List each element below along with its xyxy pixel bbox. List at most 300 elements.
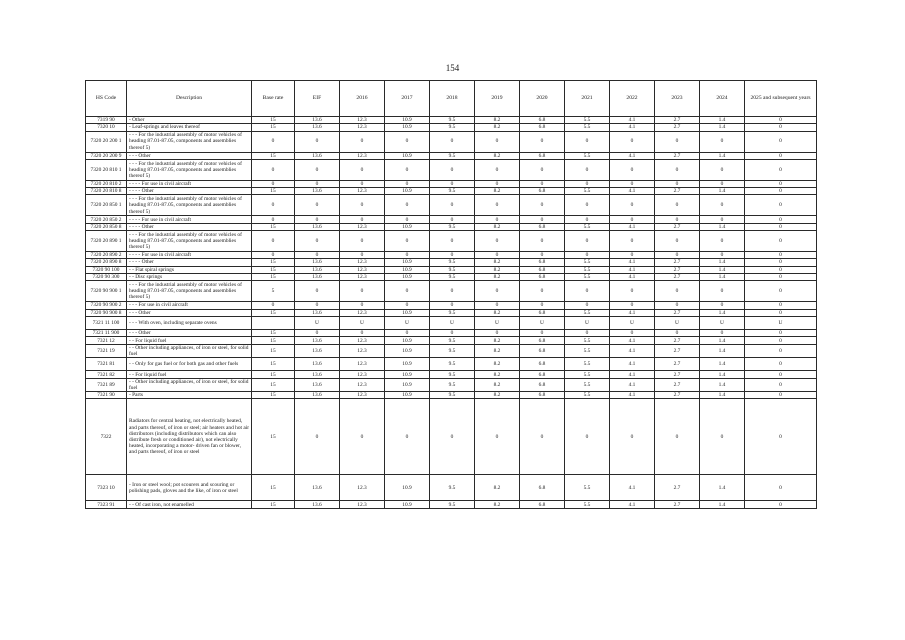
rate-cell: 8.2	[475, 378, 520, 391]
column-header: Base rate	[252, 81, 295, 117]
rate-cell: 0	[610, 195, 655, 216]
table-row	[86, 152, 817, 159]
hs-code-cell: 7320 20 890 2	[86, 252, 127, 259]
table-row	[86, 216, 817, 223]
rate-cell: 0	[340, 399, 385, 475]
rate-cell: 13.6	[295, 337, 340, 344]
hs-code-cell: 7320 90 300	[86, 273, 127, 280]
rate-cell: 0	[520, 281, 565, 302]
rate-cell: 9.5	[430, 273, 475, 280]
rate-cell: 0	[745, 117, 817, 124]
rate-cell: 0	[475, 399, 520, 475]
rate-cell: 4.1	[610, 309, 655, 316]
rate-cell: 0	[520, 195, 565, 216]
rate-cell: 0	[610, 180, 655, 187]
rate-cell: 0	[385, 302, 430, 309]
table-row	[86, 223, 817, 230]
rate-cell: 6.8	[520, 337, 565, 344]
column-header: 2024	[700, 81, 745, 117]
rate-cell: 12.3	[340, 259, 385, 266]
rate-cell: 13.6	[295, 273, 340, 280]
rate-cell: 2.7	[655, 188, 700, 195]
hs-code-cell: 7320 20 850 8	[86, 223, 127, 230]
rate-cell: 12.3	[340, 309, 385, 316]
rate-cell: 0	[700, 231, 745, 252]
rate-cell: 9.5	[430, 266, 475, 273]
rate-cell: 10.9	[385, 344, 430, 357]
table-row	[86, 252, 817, 259]
rate-cell: 10.9	[385, 371, 430, 378]
description-cell: - - For liquid fuel	[127, 337, 252, 344]
rate-cell: 4.1	[610, 392, 655, 399]
rate-cell: 0	[565, 180, 610, 187]
description-cell: - - - For the industrial assembly of motor vehicles of heading 87.01-87.05, components and assemblies thereof 5)	[127, 195, 252, 216]
rate-cell: 0	[475, 302, 520, 309]
rate-cell: 0	[520, 180, 565, 187]
rate-cell: 4.1	[610, 223, 655, 230]
rate-cell: 5.5	[565, 273, 610, 280]
rate-cell: 8.2	[475, 223, 520, 230]
page-number: 154	[445, 63, 460, 73]
rate-cell: 9.5	[430, 223, 475, 230]
rate-cell: 0	[700, 216, 745, 223]
rate-cell: 9.5	[430, 259, 475, 266]
rate-cell: 9.5	[430, 309, 475, 316]
rate-cell: U	[430, 316, 475, 329]
rate-cell: 10.9	[385, 475, 430, 501]
rate-cell: 6.8	[520, 124, 565, 131]
rate-cell: U	[655, 316, 700, 329]
rate-cell: 12.3	[340, 501, 385, 508]
description-cell: - - - - For use in civil aircraft	[127, 216, 252, 223]
rate-cell: 15	[252, 266, 295, 273]
rate-cell: 0	[610, 302, 655, 309]
rate-cell: 0	[745, 309, 817, 316]
rate-cell: 6.8	[520, 501, 565, 508]
rate-cell: 0	[430, 180, 475, 187]
rate-cell: 8.2	[475, 371, 520, 378]
rate-cell: 12.3	[340, 273, 385, 280]
rate-cell: 0	[745, 223, 817, 230]
rate-cell: 12.3	[340, 475, 385, 501]
rate-cell: 8.2	[475, 117, 520, 124]
description-cell: - - - For use in civil aircraft	[127, 302, 252, 309]
description-cell: - - - For the industrial assembly of motor vehicles of heading 87.01-87.05, components and assemblies thereof 5)	[127, 159, 252, 180]
rate-cell: 0	[565, 216, 610, 223]
column-header: HS Code	[86, 81, 127, 117]
rate-cell: 4.1	[610, 152, 655, 159]
rate-cell: 0	[385, 281, 430, 302]
rate-cell: 4.1	[610, 259, 655, 266]
rate-cell: 0	[430, 399, 475, 475]
rate-cell: 0	[340, 216, 385, 223]
rate-cell: U	[385, 316, 430, 329]
rate-cell: 0	[610, 252, 655, 259]
rate-cell: 0	[252, 180, 295, 187]
rate-cell: 5.5	[565, 259, 610, 266]
column-header: Description	[127, 81, 252, 117]
rate-cell: 0	[745, 252, 817, 259]
rate-cell: 0	[475, 180, 520, 187]
rate-cell: 0	[745, 188, 817, 195]
description-cell: - - - Other	[127, 152, 252, 159]
rate-cell: 1.4	[700, 259, 745, 266]
rate-cell: 13.6	[295, 309, 340, 316]
rate-cell: 0	[745, 266, 817, 273]
rate-cell: 0	[520, 216, 565, 223]
rate-cell: 2.7	[655, 223, 700, 230]
rate-cell: 13.6	[295, 223, 340, 230]
column-header: 2017	[385, 81, 430, 117]
rate-cell: 5.5	[565, 501, 610, 508]
rate-cell: 8.2	[475, 188, 520, 195]
rate-cell: 0	[610, 131, 655, 152]
rate-cell: 15	[252, 223, 295, 230]
column-header: 2022	[610, 81, 655, 117]
description-cell: - - - - Other	[127, 188, 252, 195]
hs-code-cell: 7323 10	[86, 475, 127, 501]
description-cell: - - - With oven, including separate ovens	[127, 316, 252, 329]
rate-cell: 1.4	[700, 188, 745, 195]
rate-cell: 15	[252, 259, 295, 266]
rate-cell: 0	[385, 399, 430, 475]
table-row	[86, 259, 817, 266]
rate-cell: 0	[655, 180, 700, 187]
rate-cell: 2.7	[655, 309, 700, 316]
rate-cell: 0	[655, 281, 700, 302]
rate-cell: 13.6	[295, 124, 340, 131]
rate-cell: 0	[655, 302, 700, 309]
rate-cell: 0	[520, 159, 565, 180]
rate-cell: 6.8	[520, 223, 565, 230]
rate-cell: 0	[252, 231, 295, 252]
hs-code-cell: 7321 82	[86, 371, 127, 378]
description-cell: - - Only for gas fuel or for both gas and other fuels	[127, 358, 252, 371]
rate-cell: 0	[295, 159, 340, 180]
description-cell: - Iron or steel wool; pot scourers and scouring or polishing pads, gloves and the like, of iron or steel	[127, 475, 252, 501]
table-row	[86, 159, 817, 180]
rate-cell: 9.5	[430, 378, 475, 391]
rate-cell: 0	[700, 195, 745, 216]
rate-cell: 0	[252, 302, 295, 309]
rate-cell: 0	[745, 195, 817, 216]
rate-cell: 8.2	[475, 152, 520, 159]
rate-cell: 6.8	[520, 273, 565, 280]
rate-cell: 0	[520, 252, 565, 259]
rate-cell: 4.1	[610, 273, 655, 280]
rate-cell: 0	[565, 159, 610, 180]
rate-cell: 1.4	[700, 371, 745, 378]
rate-cell: 12.3	[340, 371, 385, 378]
rate-cell: 0	[385, 159, 430, 180]
rate-cell: 1.4	[700, 309, 745, 316]
rate-cell: 0	[295, 216, 340, 223]
table-row	[86, 231, 817, 252]
rate-cell: 1.4	[700, 358, 745, 371]
hs-code-cell: 7321 81	[86, 358, 127, 371]
table-row	[86, 124, 817, 131]
rate-cell: 0	[655, 231, 700, 252]
rate-cell: 5	[252, 281, 295, 302]
rate-cell: 0	[295, 131, 340, 152]
rate-cell: 9.5	[430, 371, 475, 378]
rate-cell: 6.8	[520, 309, 565, 316]
rate-cell: 1.4	[700, 124, 745, 131]
rate-cell	[252, 316, 295, 329]
rate-cell: 6.8	[520, 371, 565, 378]
hs-code-cell: 7321 11 100	[86, 316, 127, 329]
rate-cell: 0	[700, 180, 745, 187]
rate-cell: 0	[745, 475, 817, 501]
rate-cell: 0	[520, 231, 565, 252]
rate-cell: 9.5	[430, 344, 475, 357]
table-row	[86, 188, 817, 195]
rate-cell: 0	[475, 159, 520, 180]
rate-cell: 13.6	[295, 344, 340, 357]
rate-cell: 0	[520, 399, 565, 475]
rate-cell: 9.5	[430, 124, 475, 131]
rate-cell: 5.5	[565, 378, 610, 391]
rate-cell: 15	[252, 475, 295, 501]
description-cell: Radiators for central heating, not electrically heated, and parts thereof, of iron or steel; air heaters and hot air distributors (including distributors which can also distribute fresh or conditioned air), not electrically heated, incorporating a motor- driven fan or blower, and parts thereof, of iron or steel	[127, 399, 252, 475]
column-header: 2025 and subsequent years	[745, 81, 817, 117]
description-cell: - - Flat spiral springs	[127, 266, 252, 273]
rate-cell: 0	[655, 131, 700, 152]
rate-cell: 4.1	[610, 501, 655, 508]
rate-cell: 6.8	[520, 117, 565, 124]
rate-cell: 2.7	[655, 378, 700, 391]
rate-cell: U	[340, 316, 385, 329]
rate-cell: 15	[252, 337, 295, 344]
rate-cell: 1.4	[700, 337, 745, 344]
rate-cell: U	[745, 316, 817, 329]
rate-cell: 0	[655, 159, 700, 180]
rate-cell: 10.9	[385, 273, 430, 280]
rate-cell: 0	[295, 281, 340, 302]
rate-cell: 0	[475, 231, 520, 252]
rate-cell: 5.5	[565, 188, 610, 195]
table-row	[86, 131, 817, 152]
rate-cell: 5.5	[565, 358, 610, 371]
table-row	[86, 475, 817, 501]
rate-cell: 6.8	[520, 152, 565, 159]
table-row	[86, 392, 817, 399]
rate-cell: 13.6	[295, 501, 340, 508]
rate-cell: 0	[475, 131, 520, 152]
rate-cell: 2.7	[655, 392, 700, 399]
description-cell: - Leaf-springs and leaves thereof	[127, 124, 252, 131]
table-row	[86, 399, 817, 475]
rate-cell: 0	[340, 302, 385, 309]
rate-cell: 8.2	[475, 259, 520, 266]
rate-cell: 0	[430, 231, 475, 252]
description-cell: - Parts	[127, 392, 252, 399]
rate-cell: 0	[252, 252, 295, 259]
hs-code-cell: 7323 91	[86, 501, 127, 508]
description-cell: - - Disc springs	[127, 273, 252, 280]
hs-code-cell: 7320 90 900 8	[86, 309, 127, 316]
description-cell: - Other	[127, 117, 252, 124]
rate-cell: 0	[520, 131, 565, 152]
rate-cell: 15	[252, 188, 295, 195]
description-cell: - - - - For use in civil aircraft	[127, 252, 252, 259]
rate-cell: 12.3	[340, 152, 385, 159]
rate-cell: 5.5	[565, 371, 610, 378]
rate-cell: 0	[295, 180, 340, 187]
rate-cell: 0	[252, 216, 295, 223]
rate-cell: 0	[252, 159, 295, 180]
column-header: 2019	[475, 81, 520, 117]
rate-cell: U	[295, 316, 340, 329]
description-cell: - - - For the industrial assembly of motor vehicles of heading 87.01-87.05, components and assemblies thereof 5)	[127, 131, 252, 152]
rate-cell: 15	[252, 501, 295, 508]
rate-cell: 13.6	[295, 475, 340, 501]
rate-cell: 0	[655, 252, 700, 259]
description-cell: - - - - Other	[127, 223, 252, 230]
rate-cell: 0	[745, 281, 817, 302]
rate-cell: 1.4	[700, 152, 745, 159]
hs-code-cell: 7320 20 200 1	[86, 131, 127, 152]
rate-cell: 5.5	[565, 223, 610, 230]
rate-cell: 8.2	[475, 124, 520, 131]
hs-code-cell: 7319 90	[86, 117, 127, 124]
rate-cell: 0	[385, 231, 430, 252]
rate-cell: 5.5	[565, 152, 610, 159]
rate-cell: 13.6	[295, 117, 340, 124]
table-row	[86, 302, 817, 309]
rate-cell: 0	[520, 302, 565, 309]
rate-cell: 5.5	[565, 392, 610, 399]
rate-cell: 1.4	[700, 117, 745, 124]
hs-code-cell: 7322	[86, 399, 127, 475]
rate-cell: 0	[745, 124, 817, 131]
rate-cell: 0	[745, 259, 817, 266]
rate-cell: 0	[520, 330, 565, 337]
description-cell: - - - For the industrial assembly of motor vehicles of heading 87.01-87.05, components and assemblies thereof 5)	[127, 231, 252, 252]
table-row	[86, 330, 817, 337]
rate-cell: U	[610, 316, 655, 329]
rate-cell: 6.8	[520, 259, 565, 266]
rate-cell: 15	[252, 330, 295, 337]
rate-cell: 0	[700, 302, 745, 309]
rate-cell: 2.7	[655, 358, 700, 371]
hs-code-cell: 7320 20 890 8	[86, 259, 127, 266]
rate-cell: 12.3	[340, 344, 385, 357]
rate-cell: 0	[745, 371, 817, 378]
rate-cell: 1.4	[700, 344, 745, 357]
rate-cell: 15	[252, 358, 295, 371]
rate-cell: 0	[610, 399, 655, 475]
rate-cell: 0	[340, 131, 385, 152]
rate-cell: 4.1	[610, 188, 655, 195]
rate-cell: 0	[700, 330, 745, 337]
rate-cell: 6.8	[520, 378, 565, 391]
rate-cell: 9.5	[430, 152, 475, 159]
rate-cell: 0	[745, 216, 817, 223]
rate-cell: 8.2	[475, 475, 520, 501]
rate-cell: 12.3	[340, 223, 385, 230]
rate-cell: 15	[252, 273, 295, 280]
hs-code-cell: 7321 90	[86, 392, 127, 399]
rate-cell: 0	[745, 273, 817, 280]
rate-cell: 8.2	[475, 337, 520, 344]
rate-cell: 0	[475, 195, 520, 216]
rate-cell: 0	[610, 281, 655, 302]
rate-cell: 5.5	[565, 124, 610, 131]
rate-cell: 2.7	[655, 117, 700, 124]
column-header: 2021	[565, 81, 610, 117]
rate-cell: 10.9	[385, 392, 430, 399]
rate-cell: 10.9	[385, 337, 430, 344]
rate-cell: 0	[745, 358, 817, 371]
table-row	[86, 309, 817, 316]
rate-cell: 5.5	[565, 117, 610, 124]
rate-cell: 0	[430, 330, 475, 337]
rate-cell: 0	[340, 252, 385, 259]
rate-cell: 0	[655, 195, 700, 216]
rate-cell: 2.7	[655, 152, 700, 159]
description-cell: - - - Other	[127, 330, 252, 337]
rate-cell: 0	[565, 131, 610, 152]
rate-cell: 15	[252, 378, 295, 391]
rate-cell: 10.9	[385, 152, 430, 159]
rate-cell: 10.9	[385, 259, 430, 266]
rate-cell: 0	[430, 302, 475, 309]
rate-cell: 0	[475, 252, 520, 259]
rate-cell: 0	[295, 330, 340, 337]
rate-cell: 0	[475, 216, 520, 223]
hs-code-cell: 7320 90 100	[86, 266, 127, 273]
rate-cell: 0	[745, 131, 817, 152]
rate-cell: 0	[340, 195, 385, 216]
table-row	[86, 273, 817, 280]
rate-cell: 12.3	[340, 358, 385, 371]
rate-cell: 0	[700, 131, 745, 152]
hs-code-cell: 7321 12	[86, 337, 127, 344]
rate-cell: 0	[385, 131, 430, 152]
rate-cell: 15	[252, 371, 295, 378]
rate-cell: 8.2	[475, 309, 520, 316]
rate-cell: U	[475, 316, 520, 329]
rate-cell: 0	[610, 216, 655, 223]
rate-cell: 0	[745, 302, 817, 309]
rate-cell: 0	[745, 159, 817, 180]
rate-cell: 0	[610, 159, 655, 180]
rate-cell: 12.3	[340, 392, 385, 399]
column-header: EIF	[295, 81, 340, 117]
rate-cell: 6.8	[520, 344, 565, 357]
rate-cell: 10.9	[385, 117, 430, 124]
rate-cell: 0	[295, 399, 340, 475]
rate-cell: 9.5	[430, 501, 475, 508]
rate-cell: 10.9	[385, 188, 430, 195]
rate-cell: 6.8	[520, 266, 565, 273]
rate-cell: 0	[745, 231, 817, 252]
description-cell: - - - - For use in civil aircraft	[127, 180, 252, 187]
rate-cell: 9.5	[430, 117, 475, 124]
rate-cell: 13.6	[295, 378, 340, 391]
rate-cell: 0	[745, 392, 817, 399]
rate-cell: 0	[340, 159, 385, 180]
column-header: 2016	[340, 81, 385, 117]
rate-cell: 0	[475, 330, 520, 337]
rate-cell: 0	[745, 180, 817, 187]
rate-cell: 0	[565, 252, 610, 259]
rate-cell: U	[565, 316, 610, 329]
hs-code-cell: 7320 20 200 9	[86, 152, 127, 159]
hs-code-cell: 7320 20 810 8	[86, 188, 127, 195]
rate-cell: 5.5	[565, 337, 610, 344]
